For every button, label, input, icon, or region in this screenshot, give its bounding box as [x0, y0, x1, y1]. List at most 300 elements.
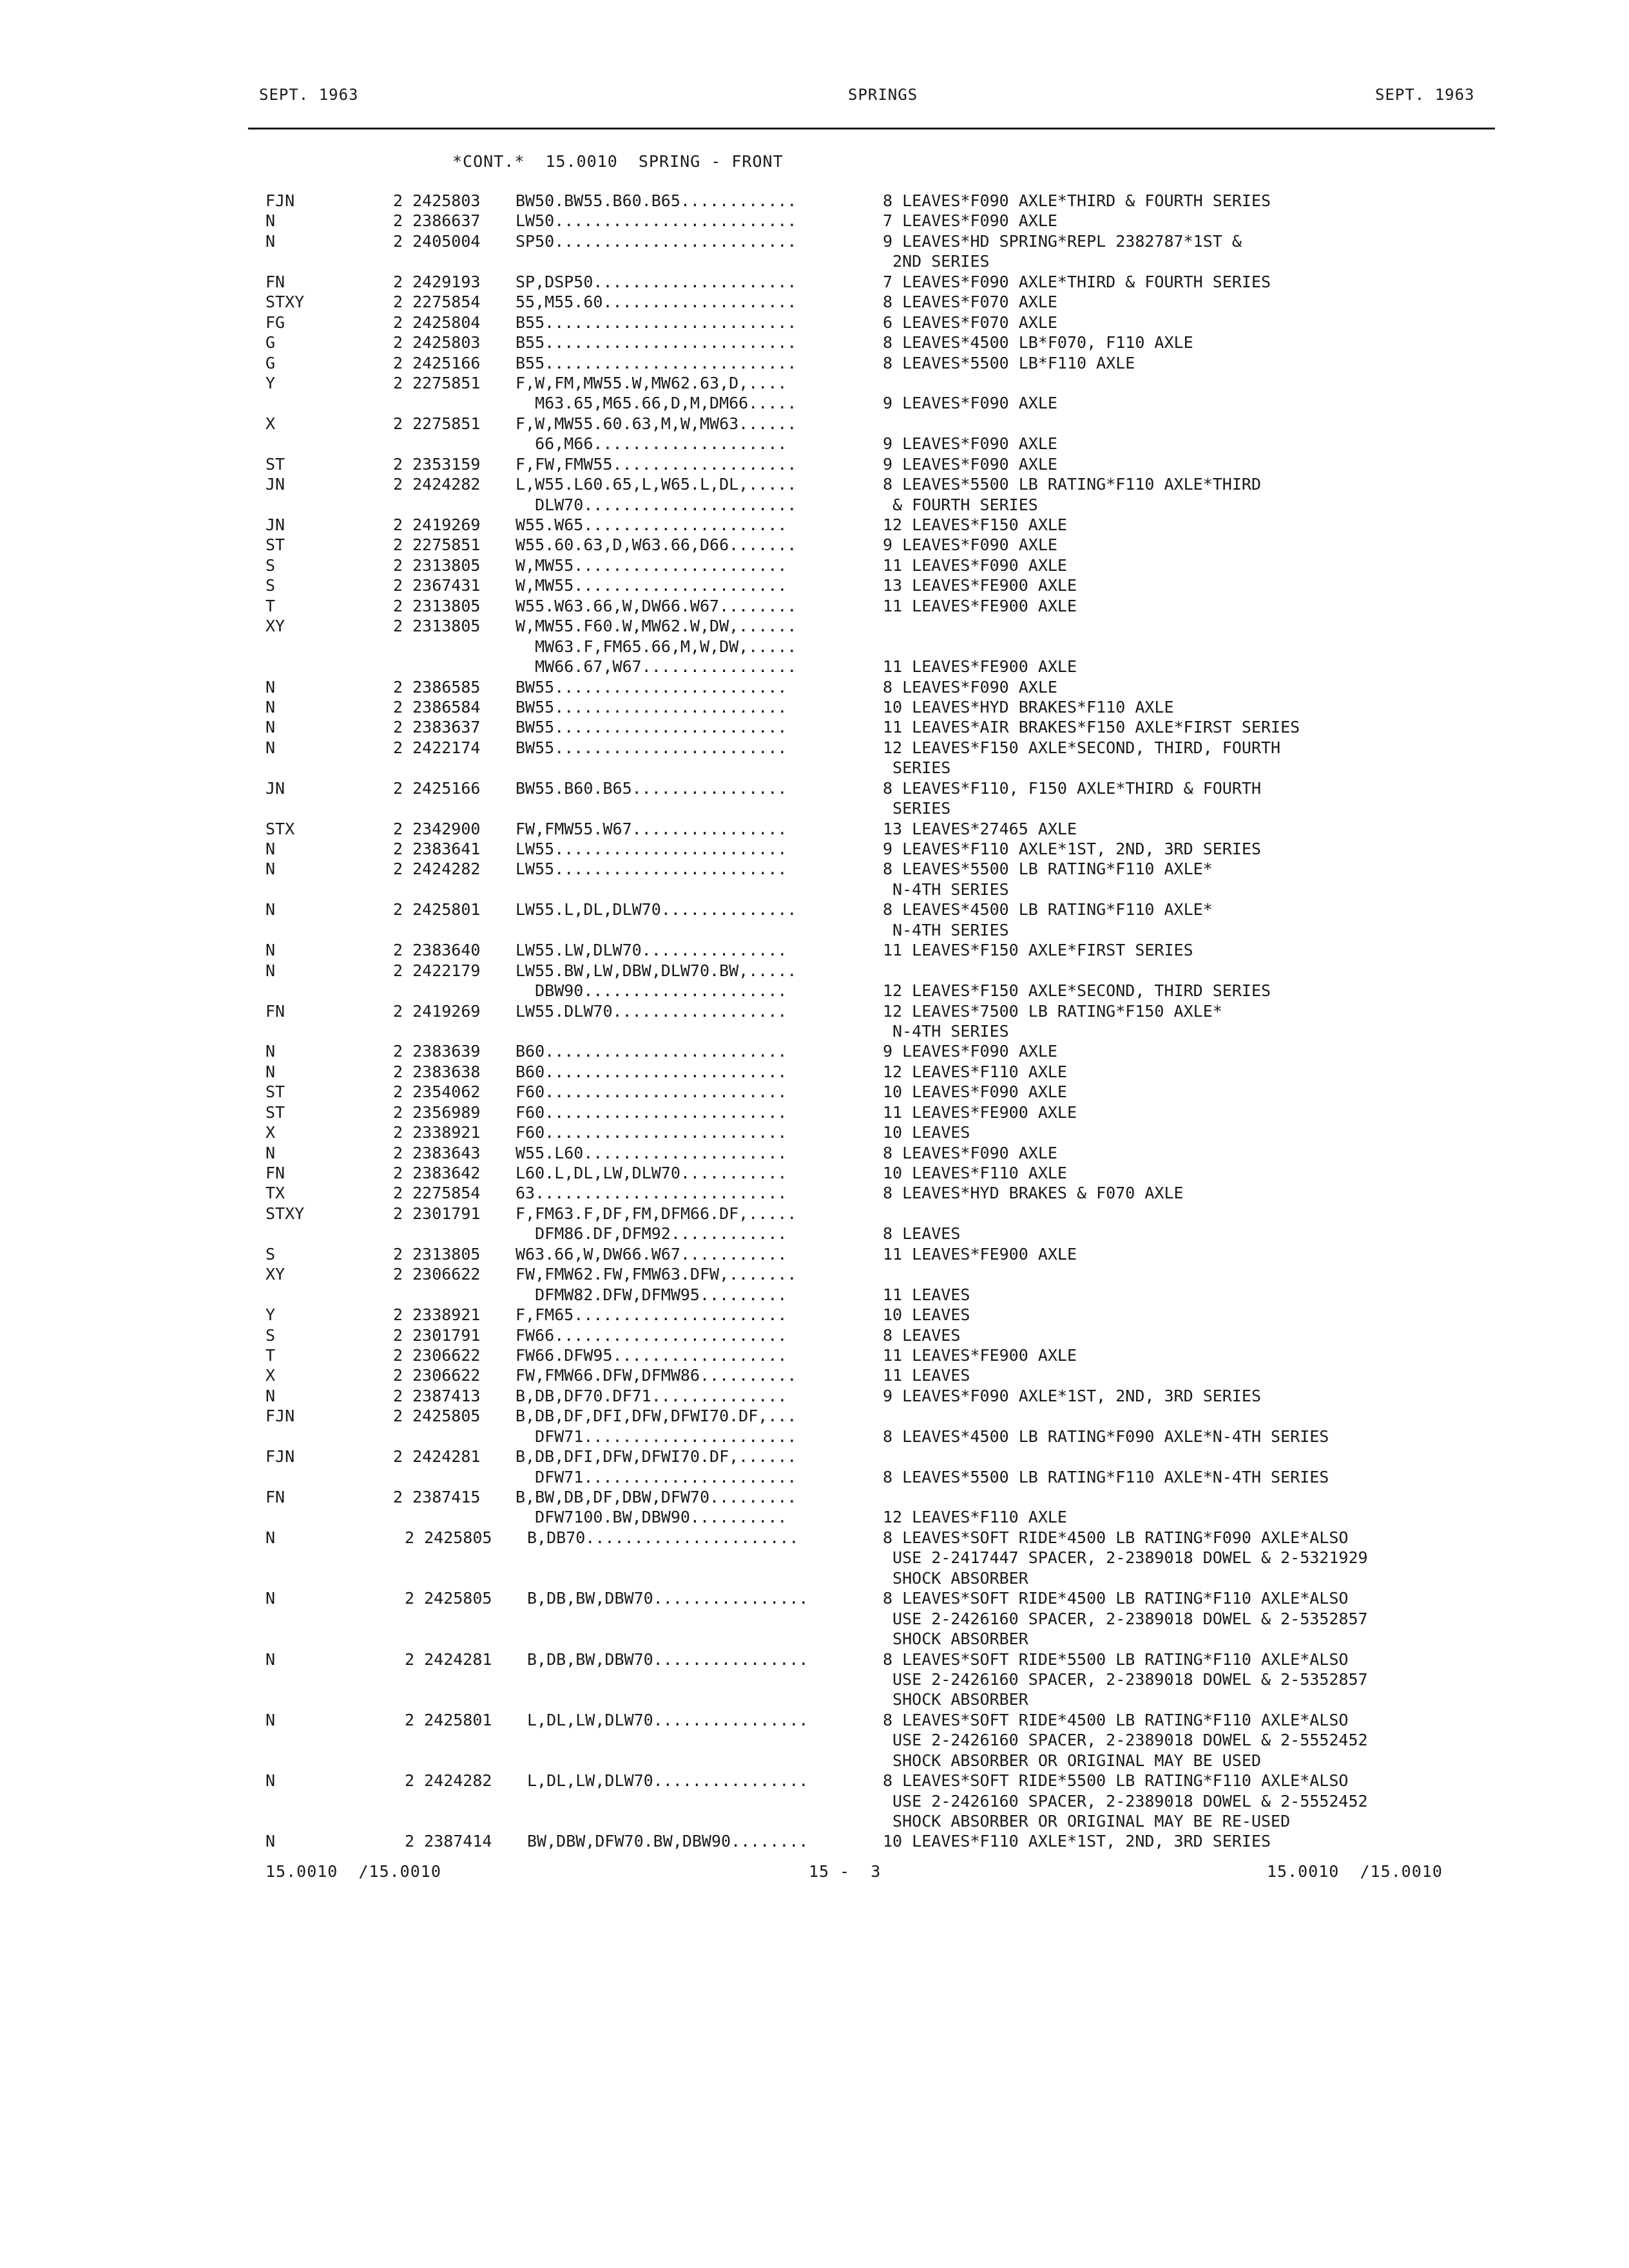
part-description: 8 LEAVES*F070 AXLE	[883, 293, 1057, 312]
part-description: 8 LEAVES*SOFT RIDE*5500 LB RATING*F110 AXLE*ALSO	[883, 1771, 1349, 1791]
list-item	[0, 474, 1629, 494]
part-number: 2 2306622	[393, 1345, 481, 1365]
part-description: 12 LEAVES*F150 AXLE	[883, 515, 1067, 534]
part-number: 2 2425804	[393, 312, 481, 332]
part-description: USE 2-2426160 SPACER, 2-2389018 DOWEL & 2-5352857	[883, 1669, 1368, 1689]
model-list: W,MW55......................	[516, 555, 787, 575]
list-item	[0, 697, 1629, 717]
part-description: 11 LEAVES*AIR BRAKES*F150 AXLE*FIRST SERIES	[883, 718, 1300, 737]
part-description: 11 LEAVES*FE900 AXLE	[883, 1345, 1077, 1365]
list-item	[0, 1143, 1629, 1163]
application-code: N	[265, 697, 276, 716]
model-list: F,W,FM,MW55.W,MW62.63,D,....	[516, 373, 787, 392]
application-code: N	[265, 900, 276, 919]
list-item	[0, 555, 1629, 575]
part-description: 8 LEAVES*4500 LB*F070, F110 AXLE	[883, 333, 1193, 352]
application-code: FJN	[265, 1407, 295, 1426]
part-number: 2 2429193	[393, 272, 481, 291]
list-item	[0, 1021, 1629, 1041]
list-item	[0, 495, 1629, 515]
part-number: 2 2387414	[405, 1832, 492, 1851]
part-number: 2 2387413	[393, 1386, 481, 1405]
part-number: 2 2424282	[393, 475, 481, 494]
model-list: DLW70......................	[516, 495, 797, 514]
application-code: X	[265, 414, 276, 433]
application-code: N	[265, 1649, 276, 1669]
list-item	[0, 211, 1629, 231]
application-code: N	[265, 941, 276, 960]
part-description: 10 LEAVES	[883, 1123, 970, 1142]
part-description: 8 LEAVES*5500 LB RATING*F110 AXLE*	[883, 860, 1213, 879]
part-description: 10 LEAVES*HYD BRAKES*F110 AXLE	[883, 697, 1174, 716]
application-code: XY	[265, 617, 285, 636]
list-item	[0, 1224, 1629, 1244]
list-item	[0, 1386, 1629, 1406]
part-number: 2 2422179	[393, 961, 481, 980]
part-description: 11 LEAVES	[883, 1285, 970, 1304]
part-description: 8 LEAVES	[883, 1325, 961, 1345]
part-description: SERIES	[883, 758, 951, 778]
model-list: DFW71......................	[516, 1427, 797, 1446]
part-description: USE 2-2426160 SPACER, 2-2389018 DOWEL & 2-5552452	[883, 1791, 1368, 1811]
model-list: LW50.........................	[516, 211, 797, 231]
list-item	[0, 1588, 1629, 1608]
list-item	[0, 677, 1629, 697]
application-code: FN	[265, 1164, 285, 1182]
application-code: N	[265, 961, 276, 980]
model-list: W55.W65.....................	[516, 515, 787, 534]
list-item	[0, 1649, 1629, 1669]
list-item	[0, 1689, 1629, 1709]
list-item	[0, 1122, 1629, 1142]
part-description: 11 LEAVES*FE900 AXLE	[883, 1102, 1077, 1122]
list-item	[0, 1102, 1629, 1122]
part-number: 2 2306622	[393, 1265, 481, 1284]
part-description: 9 LEAVES*F090 AXLE	[883, 535, 1057, 555]
part-number: 2 2356989	[393, 1102, 481, 1122]
part-description: N-4TH SERIES	[883, 1021, 1009, 1041]
part-description: 8 LEAVES*F090 AXLE	[883, 1143, 1057, 1162]
application-code: N	[265, 231, 276, 251]
part-description: 8 LEAVES*HYD BRAKES & F070 AXLE	[883, 1184, 1184, 1203]
model-list: SP50.........................	[516, 231, 797, 251]
part-description: 8 LEAVES*SOFT RIDE*4500 LB RATING*F090 AXLE*ALSO	[883, 1528, 1349, 1547]
list-item	[0, 778, 1629, 798]
part-description: 12 LEAVES*7500 LB RATING*F150 AXLE*	[883, 1001, 1222, 1021]
application-code: N	[265, 1832, 276, 1851]
model-list: L,DL,LW,DLW70................	[527, 1771, 809, 1791]
model-list: LW55........................	[516, 860, 787, 879]
model-list: L60.L,DL,LW,DLW70...........	[516, 1164, 787, 1182]
list-item	[0, 373, 1629, 393]
part-number: 2 2383643	[393, 1143, 481, 1162]
list-item	[0, 1082, 1629, 1102]
list-item	[0, 332, 1629, 352]
part-number: 2 2313805	[393, 555, 481, 575]
application-code: STXY	[265, 293, 305, 312]
part-description: 13 LEAVES*27465 AXLE	[883, 819, 1077, 838]
application-code: N	[265, 1062, 276, 1081]
list-item	[0, 1446, 1629, 1466]
list-item	[0, 1041, 1629, 1061]
part-number: 2 2419269	[393, 515, 481, 534]
model-list: MW63.F,FM65.66,M,W,DW,.....	[516, 637, 797, 656]
model-list: B,DB70......................	[527, 1528, 799, 1547]
part-description: N-4TH SERIES	[883, 920, 1009, 939]
application-code: N	[265, 1589, 276, 1608]
list-item	[0, 191, 1629, 211]
part-description: 12 LEAVES*F150 AXLE*SECOND, THIRD SERIES	[883, 981, 1271, 1001]
list-item	[0, 353, 1629, 373]
part-description: 8 LEAVES*5500 LB RATING*F110 AXLE*N-4TH SERIES	[883, 1467, 1329, 1486]
list-item	[0, 1001, 1629, 1021]
part-number: 2 2425803	[393, 191, 481, 210]
list-item	[0, 1609, 1629, 1629]
list-item	[0, 1305, 1629, 1325]
part-description: 8 LEAVES*SOFT RIDE*4500 LB RATING*F110 AXLE*ALSO	[883, 1589, 1349, 1608]
part-number: 2 2354062	[393, 1082, 481, 1102]
part-description: USE 2-2426160 SPACER, 2-2389018 DOWEL & 2-5552452	[883, 1731, 1368, 1750]
list-item	[0, 1669, 1629, 1689]
list-item	[0, 616, 1629, 636]
model-list: B,BW,DB,DF,DBW,DFW70.........	[516, 1488, 797, 1506]
model-list: B,DB,BW,DBW70................	[527, 1589, 809, 1608]
application-code: N	[265, 840, 276, 858]
application-code: N	[265, 211, 276, 231]
part-description: 11 LEAVES	[883, 1366, 970, 1385]
part-number: 2 2386584	[393, 697, 481, 716]
part-description: 12 LEAVES*F150 AXLE*SECOND, THIRD, FOURTH	[883, 738, 1281, 757]
model-list: DFM86.DF,DFM92............	[516, 1224, 787, 1244]
application-code: S	[265, 1325, 276, 1345]
application-code: T	[265, 1345, 276, 1365]
part-number: 2 2383638	[393, 1062, 481, 1081]
part-number: 2 2424282	[405, 1771, 492, 1791]
model-list: DFW71......................	[516, 1467, 797, 1486]
part-number: 2 2425801	[393, 900, 481, 919]
list-item	[0, 940, 1629, 960]
application-code: ST	[265, 454, 285, 474]
part-description: 8 LEAVES*4500 LB RATING*F090 AXLE*N-4TH SERIES	[883, 1427, 1329, 1446]
part-description: 11 LEAVES*F090 AXLE	[883, 555, 1067, 575]
list-item	[0, 961, 1629, 981]
part-number: 2 2275854	[393, 1184, 481, 1203]
part-number: 2 2422174	[393, 738, 481, 757]
application-code: ST	[265, 1082, 285, 1102]
model-list: FW,FMW55.W67................	[516, 819, 787, 838]
application-code: X	[265, 1366, 276, 1385]
list-item	[0, 1548, 1629, 1568]
part-number: 2 2425805	[405, 1589, 492, 1608]
list-item	[0, 575, 1629, 595]
part-description: 13 LEAVES*FE900 AXLE	[883, 576, 1077, 595]
model-list: B,DB,DF70.DF71..............	[516, 1386, 787, 1405]
model-list: F,FM63.F,DF,FM,DFM66.DF,.....	[516, 1204, 797, 1223]
list-item	[0, 312, 1629, 332]
application-code: ST	[265, 1102, 285, 1122]
application-code: STX	[265, 819, 295, 838]
part-description: 8 LEAVES*F090 AXLE	[883, 677, 1057, 697]
application-code: N	[265, 718, 276, 737]
part-description: SHOCK ABSORBER	[883, 1568, 1028, 1588]
model-list: B,DB,DF,DFI,DFW,DFWI70.DF,...	[516, 1407, 797, 1426]
part-number: 2 2424281	[393, 1447, 481, 1466]
list-item	[0, 414, 1629, 434]
model-list: LW55.L,DL,DLW70..............	[516, 900, 797, 919]
part-number: 2 2301791	[393, 1325, 481, 1345]
part-number: 2 2313805	[393, 1244, 481, 1264]
part-description: 8 LEAVES*F090 AXLE*THIRD & FOURTH SERIES	[883, 191, 1271, 210]
part-description: 8 LEAVES*5500 LB*F110 AXLE	[883, 353, 1135, 372]
application-code: N	[265, 738, 276, 757]
model-list: W55.L60.....................	[516, 1143, 787, 1162]
application-code: N	[265, 1143, 276, 1162]
model-list: F60.........................	[516, 1123, 787, 1142]
part-description: 8 LEAVES*SOFT RIDE*4500 LB RATING*F110 AXLE*ALSO	[883, 1710, 1349, 1729]
part-description: & FOURTH SERIES	[883, 495, 1038, 514]
model-list: FW,FMW62.FW,FMW63.DFW,.......	[516, 1265, 797, 1284]
model-list: SP,DSP50.....................	[516, 272, 797, 291]
list-item	[0, 1163, 1629, 1183]
model-list: B,DB,DFI,DFW,DFWI70.DF,......	[516, 1447, 797, 1466]
application-code: Y	[265, 373, 276, 392]
application-code: JN	[265, 475, 285, 494]
list-item	[0, 717, 1629, 737]
list-item	[0, 1285, 1629, 1305]
part-description: 11 LEAVES*FE900 AXLE	[883, 1244, 1077, 1264]
model-list: DFMW82.DFW,DFMW95.........	[516, 1285, 787, 1304]
part-number: 2 2383642	[393, 1164, 481, 1182]
application-code: FJN	[265, 1447, 295, 1466]
header-rule	[248, 128, 1495, 130]
part-description: 9 LEAVES*F090 AXLE	[883, 434, 1057, 454]
list-item	[0, 1730, 1629, 1750]
page-number: 15 - 3	[809, 1862, 882, 1881]
part-number: 2 2353159	[393, 454, 481, 474]
application-code: FN	[265, 272, 285, 291]
list-item	[0, 899, 1629, 919]
model-list: F,W,MW55.60.63,M,W,MW63......	[516, 414, 797, 433]
part-description: N-4TH SERIES	[883, 879, 1009, 899]
part-description: SHOCK ABSORBER OR ORIGINAL MAY BE RE-USED	[883, 1812, 1291, 1831]
model-list: BW55........................	[516, 677, 787, 697]
application-code: N	[265, 860, 276, 879]
application-code: FN	[265, 1001, 285, 1021]
list-item	[0, 738, 1629, 758]
part-description: 9 LEAVES*F090 AXLE	[883, 454, 1057, 474]
application-code: N	[265, 677, 276, 697]
part-number: 2 2387415	[393, 1488, 481, 1506]
part-description: SHOCK ABSORBER	[883, 1690, 1028, 1709]
model-list: M63.65,M65.66,D,M,DM66.....	[516, 394, 797, 413]
part-number: 2 2275851	[393, 535, 481, 555]
model-list: B55..........................	[516, 312, 797, 332]
list-item	[0, 1467, 1629, 1487]
application-code: S	[265, 576, 276, 595]
list-item	[0, 596, 1629, 616]
header-title: SPRINGS	[848, 86, 918, 104]
application-code: XY	[265, 1265, 285, 1284]
model-list: DFW7100.BW,DBW90..........	[516, 1508, 787, 1527]
list-item	[0, 1568, 1629, 1588]
list-item	[0, 1062, 1629, 1082]
part-description: 11 LEAVES*FE900 AXLE	[883, 657, 1077, 677]
list-item	[0, 272, 1629, 292]
model-list: F,FM65......................	[516, 1305, 787, 1325]
part-description: SHOCK ABSORBER OR ORIGINAL MAY BE USED	[883, 1751, 1261, 1770]
part-description: 8 LEAVES*SOFT RIDE*5500 LB RATING*F110 AXLE*ALSO	[883, 1649, 1349, 1669]
model-list: BW55........................	[516, 697, 787, 716]
list-item	[0, 758, 1629, 778]
part-description: 2ND SERIES	[883, 252, 990, 271]
list-item	[0, 1507, 1629, 1527]
part-number: 2 2275851	[393, 414, 481, 433]
application-code: S	[265, 555, 276, 575]
model-list: LW55.LW,DLW70...............	[516, 941, 787, 960]
application-code: TX	[265, 1184, 285, 1203]
part-number: 2 2383640	[393, 941, 481, 960]
part-description: 12 LEAVES*F110 AXLE	[883, 1062, 1067, 1081]
application-code: N	[265, 1528, 276, 1547]
application-code: N	[265, 1042, 276, 1061]
part-number: 2 2275851	[393, 373, 481, 392]
model-list: LW55........................	[516, 840, 787, 858]
list-item	[0, 292, 1629, 312]
part-description: 12 LEAVES*F110 AXLE	[883, 1508, 1067, 1527]
model-list: FW66.DFW95..................	[516, 1345, 787, 1365]
list-item	[0, 1406, 1629, 1426]
part-description: 10 LEAVES	[883, 1305, 970, 1325]
list-item	[0, 1487, 1629, 1507]
application-code: G	[265, 333, 276, 352]
model-list: F60.........................	[516, 1082, 787, 1102]
part-number: 2 2301791	[393, 1204, 481, 1223]
part-number: 2 2367431	[393, 576, 481, 595]
part-number: 2 2338921	[393, 1123, 481, 1142]
model-list: FW66........................	[516, 1325, 787, 1345]
application-code: N	[265, 1710, 276, 1729]
part-description: 6 LEAVES*F070 AXLE	[883, 312, 1057, 332]
part-number: 2 2338921	[393, 1305, 481, 1325]
footer-ref-right: 15.0010 /15.0010	[1267, 1862, 1443, 1881]
list-item	[0, 920, 1629, 940]
part-description: 10 LEAVES*F090 AXLE	[883, 1082, 1067, 1102]
model-list: W55.W63.66,W,DW66.W67........	[516, 596, 797, 615]
list-item	[0, 981, 1629, 1001]
application-code: T	[265, 596, 276, 615]
list-item	[0, 1244, 1629, 1264]
part-number: 2 2425166	[393, 778, 481, 798]
application-code: G	[265, 353, 276, 372]
header-date-left: SEPT. 1963	[259, 86, 359, 104]
part-number: 2 2425805	[393, 1407, 481, 1426]
list-item	[0, 879, 1629, 899]
model-list: W63.66,W,DW66.W67...........	[516, 1244, 787, 1264]
part-description: 10 LEAVES*F110 AXLE	[883, 1164, 1067, 1182]
part-description: 8 LEAVES*4500 LB RATING*F110 AXLE*	[883, 900, 1213, 919]
model-list: W,MW55.F60.W,MW62.W,DW,......	[516, 617, 797, 636]
footer-ref-left: 15.0010 /15.0010	[265, 1862, 441, 1881]
model-list: L,W55.L60.65,L,W65.L,DL,.....	[516, 475, 797, 494]
list-item	[0, 1264, 1629, 1284]
list-item	[0, 1831, 1629, 1851]
part-description: 9 LEAVES*F090 AXLE	[883, 1042, 1057, 1061]
model-list: LW55.DLW70..................	[516, 1001, 787, 1021]
part-description: 7 LEAVES*F090 AXLE*THIRD & FOURTH SERIES	[883, 272, 1271, 291]
parts-list	[0, 191, 1629, 1852]
model-list: 66,M66....................	[516, 434, 787, 454]
list-item	[0, 231, 1629, 251]
list-item	[0, 1325, 1629, 1345]
list-item	[0, 535, 1629, 555]
model-list: 63..........................	[516, 1184, 787, 1203]
list-item	[0, 1629, 1629, 1649]
part-number: 2 2425166	[393, 353, 481, 372]
list-item	[0, 1183, 1629, 1203]
model-list: BW55.B60.B65................	[516, 778, 787, 798]
part-number: 2 2383641	[393, 840, 481, 858]
application-code: JN	[265, 515, 285, 534]
part-description: 9 LEAVES*HD SPRING*REPL 2382787*1ST &	[883, 231, 1242, 251]
list-item	[0, 1345, 1629, 1365]
part-number: 2 2419269	[393, 1001, 481, 1021]
list-item	[0, 1791, 1629, 1811]
part-description: 9 LEAVES*F090 AXLE*1ST, 2ND, 3RD SERIES	[883, 1386, 1261, 1405]
application-code: N	[265, 1386, 276, 1405]
application-code: N	[265, 1771, 276, 1791]
header-date-right: SEPT. 1963	[1375, 86, 1475, 104]
model-list: B60.........................	[516, 1042, 787, 1061]
part-description: 8 LEAVES*5500 LB RATING*F110 AXLE*THIRD	[883, 475, 1261, 494]
part-description: 11 LEAVES*FE900 AXLE	[883, 596, 1077, 615]
part-number: 2 2306622	[393, 1366, 481, 1385]
section-title: *CONT.* 15.0010 SPRING - FRONT	[452, 152, 784, 171]
part-number: 2 2424282	[393, 860, 481, 879]
model-list: B60.........................	[516, 1062, 787, 1081]
model-list: BW55........................	[516, 738, 787, 757]
model-list: BW50.BW55.B60.B65............	[516, 191, 797, 210]
part-number: 2 2386585	[393, 677, 481, 697]
list-item	[0, 839, 1629, 859]
list-item	[0, 1771, 1629, 1791]
list-item	[0, 434, 1629, 454]
part-number: 2 2425803	[393, 333, 481, 352]
list-item	[0, 1751, 1629, 1771]
part-number: 2 2313805	[393, 596, 481, 615]
model-list: LW55.BW,LW,DBW,DLW70.BW,.....	[516, 961, 797, 980]
part-number: 2 2405004	[393, 231, 481, 251]
part-number: 2 2313805	[393, 617, 481, 636]
part-description: 11 LEAVES*F150 AXLE*FIRST SERIES	[883, 941, 1193, 960]
application-code: Y	[265, 1305, 276, 1325]
application-code: FN	[265, 1488, 285, 1506]
application-code: JN	[265, 778, 285, 798]
list-item	[0, 859, 1629, 879]
list-item	[0, 798, 1629, 818]
list-item	[0, 1204, 1629, 1224]
application-code: ST	[265, 535, 285, 555]
list-item	[0, 1365, 1629, 1385]
model-list: F,FW,FMW55...................	[516, 454, 797, 474]
part-number: 2 2275854	[393, 293, 481, 312]
part-number: 2 2424281	[405, 1649, 492, 1669]
model-list: W55.60.63,D,W63.66,D66.......	[516, 535, 797, 555]
model-list: MW66.67,W67................	[516, 657, 797, 677]
part-description: USE 2-2417447 SPACER, 2-2389018 DOWEL & 2-5321929	[883, 1548, 1368, 1568]
part-number: 2 2342900	[393, 819, 481, 838]
application-code: FJN	[265, 191, 295, 210]
model-list: F60.........................	[516, 1102, 787, 1122]
